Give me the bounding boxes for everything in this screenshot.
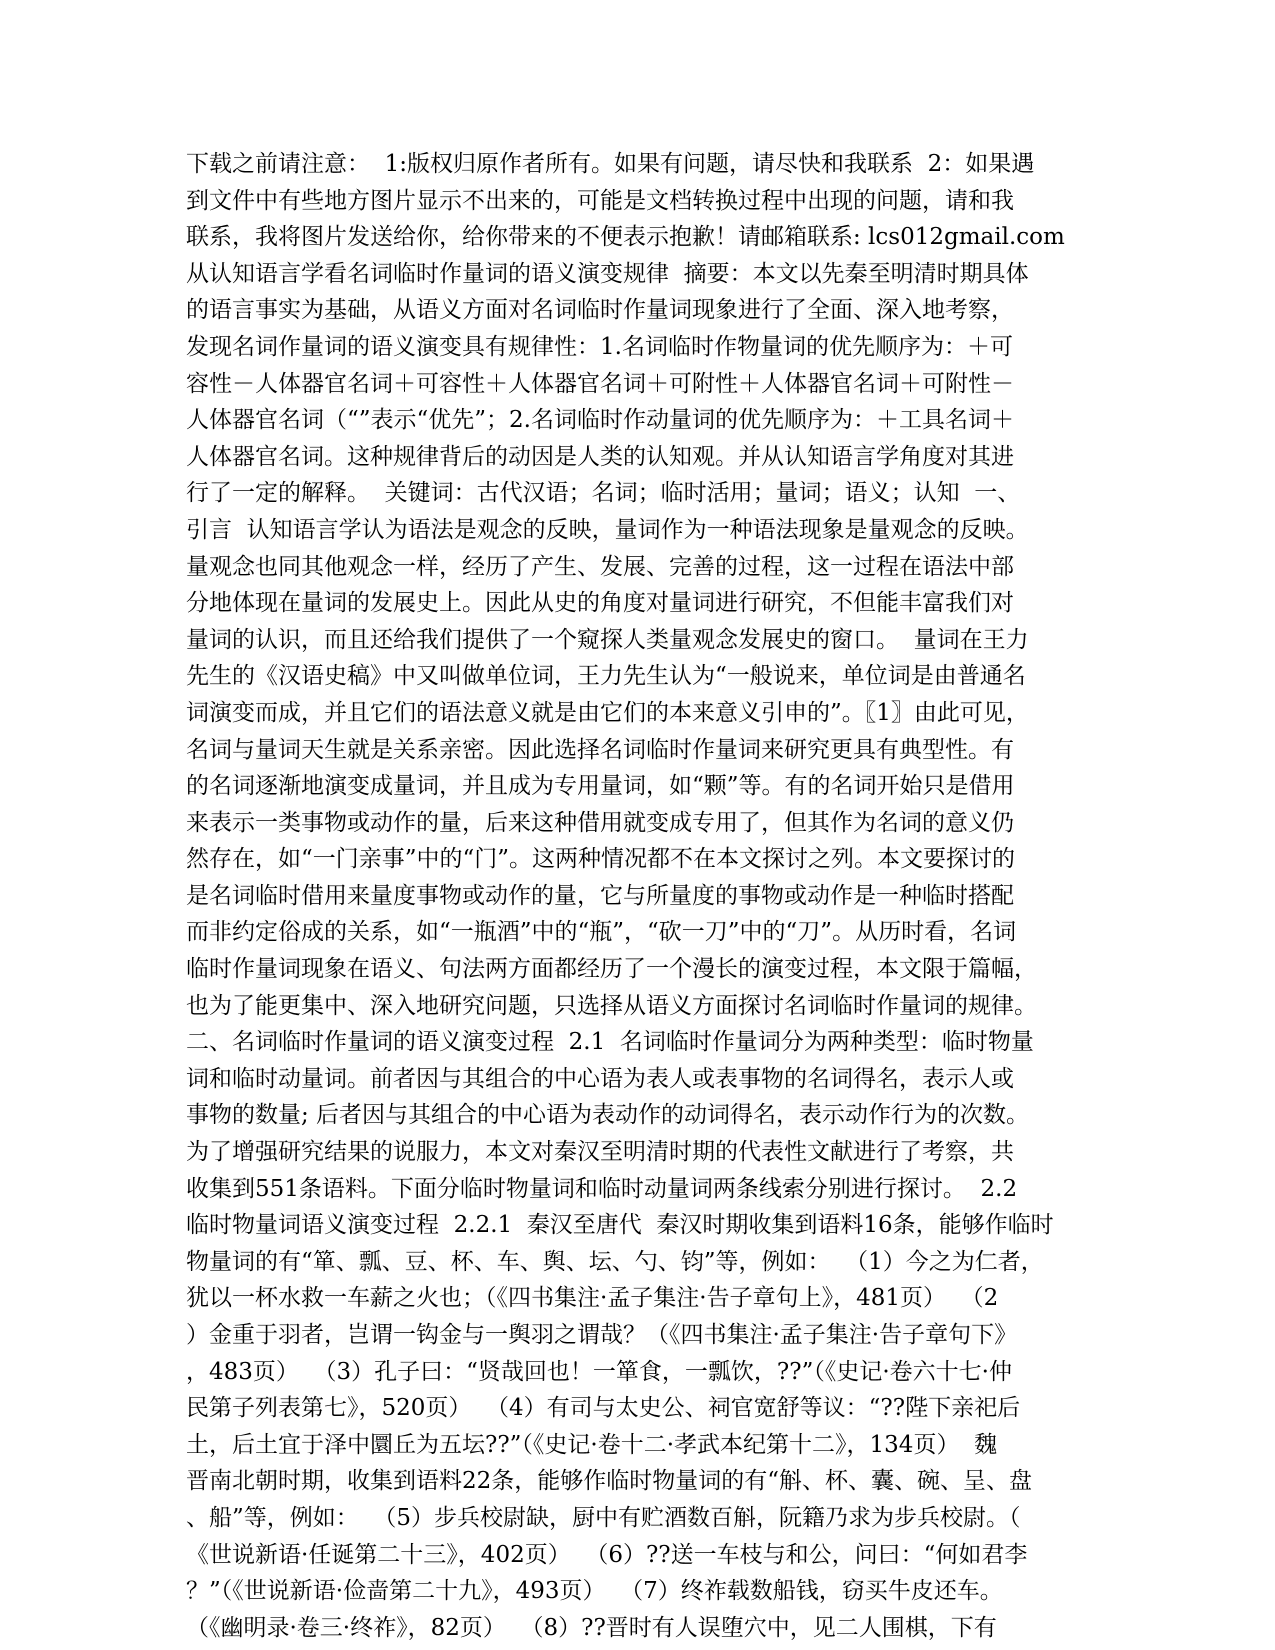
text-line: 而非约定俗成的关系，如“一瓶酒”中的“瓶”，“砍一刀”中的“刀”。从历时看，名词: [186, 919, 1017, 946]
text-line: 临时物量词语义演变过程 2.2.1 秦汉至唐代 秦汉时期收集到语料16条，能够作临时: [186, 1212, 1054, 1239]
text-line: 临时作量词现象在语义、句法两方面都经历了一个漫长的演变过程，本文限于篇幅，: [186, 956, 1037, 983]
text-line: 的名词逐渐地演变成量词，并且成为专用量词，如“颗”等。有的名词开始只是借用: [186, 773, 1015, 800]
text-line: 容性－人体器官名词＋可容性＋人体器官名词＋可附性＋人体器官名词＋可附性－: [186, 370, 1014, 397]
text-line: 事物的数量; 后者因与其组合的中心语为表动作的动词得名，表示动作行为的次数。: [186, 1102, 1030, 1129]
text-line: 也为了能更集中、深入地研究问题，只选择从语义方面探讨名词临时作量词的规律。: [186, 992, 1037, 1019]
text-line: 引言 认知语言学认为语法是观念的反映，量词作为一种语法现象是量观念的反映。: [186, 516, 1029, 543]
text-line: ？”（《世说新语·俭啬第二十九》，493页） （7）终祚载数船钱，窃买牛皮还车。: [186, 1578, 1003, 1605]
text-line: 联系，我将图片发送给你，给你带来的不便表示抱歉！请邮箱联系: lcs012gmail.com: [186, 224, 1065, 251]
text-line: ）金重于羽者，岂谓一钩金与一舆羽之谓哉？（《四书集注·孟子集注·告子章句下》: [186, 1322, 1018, 1348]
document-body: [186, 146, 1090, 1646]
text-line: 为了增强研究结果的说服力，本文对秦汉至明清时期的代表性文献进行了考察，共: [186, 1139, 1014, 1166]
text-line: 物量词的有“箪、瓢、豆、杯、车、舆、坛、勺、钧”等，例如： （1）今之为仁者，: [186, 1248, 1044, 1275]
text-line: 下载之前请注意： 1:版权归原作者所有。如果有问题，请尽快和我联系 2：如果遇: [186, 151, 1035, 177]
text-line: ，483页） （3）孔子曰：“贤哉回也！一箪食，一瓢饮，??”（《史记·卷六十七·仲: [186, 1358, 1012, 1385]
text-line: 行了一定的解释。 关键词：古代汉语；名词；临时活用；量词；语义；认知 一、: [186, 480, 1021, 507]
text-line: 发现名词作量词的语义演变具有规律性：1.名词临时作物量词的优先顺序为：＋可: [186, 333, 1013, 360]
text-line: 分地体现在量词的发展史上。因此从史的角度对量词进行研究，不但能丰富我们对: [186, 590, 1014, 617]
text-line: 然存在，如“一门亲事”中的“门”。这两种情况都不在本文探讨之列。本文要探讨的: [186, 846, 1016, 873]
text-line: 收集到551条语料。下面分临时物量词和临时动量词两条线索分别进行探讨。 2.2: [186, 1175, 1018, 1202]
text-line: 量观念也同其他观念一样，经历了产生、发展、完善的过程，这一过程在语法中部: [186, 553, 1014, 580]
text-line: 是名词临时借用来量度事物或动作的量，它与所量度的事物或动作是一种临时搭配: [186, 882, 1014, 909]
text-line: 人体器官名词（“”表示“优先”；2.名词临时作动量词的优先顺序为：＋工具名词＋: [186, 407, 1014, 434]
text-line: 从认知语言学看名词临时作量词的语义演变规律 摘要：本文以先秦至明清时期具体: [186, 260, 1029, 287]
text-line: 词和临时动量词。前者因与其组合的中心语为表人或表事物的名词得名，表示人或: [186, 1065, 1014, 1092]
text-line: 、船”等，例如： （5）步兵校尉缺，厨中有贮酒数百斛，阮籍乃求为步兵校尉。（: [186, 1504, 1021, 1531]
text-line: 来表示一类事物或动作的量，后来这种借用就变成专用了，但其作为名词的意义仍: [186, 809, 1014, 836]
text-line: 晋南北朝时期，收集到语料22条，能够作临时物量词的有“斛、杯、囊、碗、呈、盘: [186, 1468, 1033, 1495]
text-line: 量词的认识，而且还给我们提供了一个窥探人类量观念发展史的窗口。 量词在王力: [186, 626, 1029, 653]
text-line: 犹以一杯水救一车薪之火也；（《四书集注·孟子集注·告子章句上》，481页） （2: [186, 1285, 999, 1312]
text-line: 二、名词临时作量词的语义演变过程 2.1 名词临时作量词分为两种类型：临时物量: [186, 1029, 1034, 1056]
text-line: 先生的《汉语史稿》中又叫做单位词，王力先生认为“一般说来，单位词是由普通名: [186, 663, 1026, 690]
text-line: （《幽明录·卷三·终祚》，82页） （8）??晋时有人误堕穴中，见二人围棋，下有: [186, 1614, 997, 1641]
text-line: 词演变而成，并且它们的语法意义就是由它们的本来意义引申的”。〖1〗由此可见，: [186, 699, 1029, 726]
text-line: 名词与量词天生就是关系亲密。因此选择名词临时作量词来研究更具有典型性。有: [186, 736, 1014, 763]
text-line: 到文件中有些地方图片显示不出来的，可能是文档转换过程中出现的问题，请和我: [186, 187, 1014, 214]
text-line: 民第子列表第七》，520页） （4）有司与太史公、祠官宽舒等议：“??陛下亲祀后: [186, 1395, 1021, 1422]
text-line: 的语言事实为基础，从语义方面对名词临时作量词现象进行了全面、深入地考察，: [186, 297, 1014, 324]
text-line: 土，后土宜于泽中圜丘为五坛??”（《史记·卷十二·孝武本纪第十二》，134页） 魏: [186, 1431, 998, 1458]
text-line: 《世说新语·任诞第二十三》，402页） （6）??送一车枝与和公，问曰：“何如君李: [186, 1541, 1028, 1568]
text-line: 人体器官名词。这种规律背后的动因是人类的认知观。并从认知语言学角度对其进: [186, 443, 1014, 470]
